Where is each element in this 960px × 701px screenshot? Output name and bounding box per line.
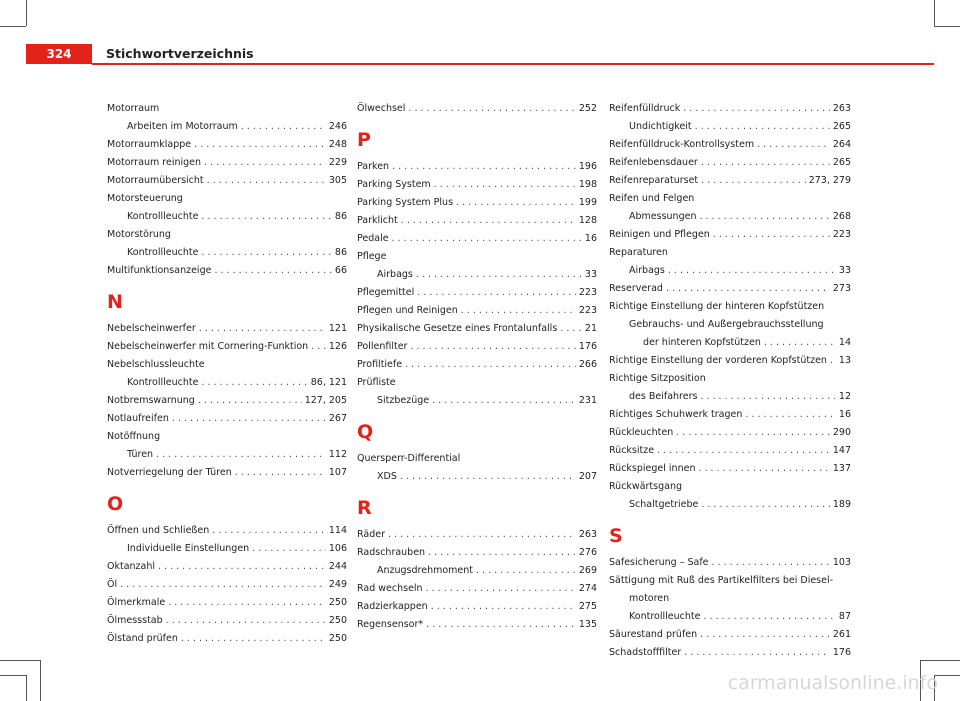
index-entry bbox=[357, 616, 597, 634]
index-term: Safesicherung – Safe bbox=[609, 557, 709, 568]
index-term: Kontrollleuchte bbox=[127, 211, 199, 222]
dot-leader bbox=[700, 388, 835, 406]
page-reference: 198 bbox=[578, 179, 597, 190]
index-heading: Motorraum bbox=[107, 103, 160, 114]
index-heading: Motorsteuerung bbox=[107, 193, 183, 204]
index-term: Individuelle Einstellungen bbox=[127, 543, 250, 554]
page-reference: 266 bbox=[578, 359, 597, 370]
index-term: Rücksitze bbox=[609, 445, 655, 456]
index-entry bbox=[357, 212, 597, 230]
index-term: Räder bbox=[357, 529, 385, 540]
index-term: Rückleuchten bbox=[609, 427, 674, 438]
index-heading: Gebrauchs- und Außergebrauchsstellung bbox=[629, 319, 824, 330]
index-entry bbox=[609, 280, 851, 298]
index-entry bbox=[107, 630, 347, 648]
index-entry bbox=[357, 302, 597, 320]
index-term: Profiltiefe bbox=[357, 359, 403, 370]
dot-leader bbox=[676, 424, 830, 442]
page-reference: 223 bbox=[578, 287, 597, 298]
dot-leader bbox=[830, 352, 836, 370]
dot-leader bbox=[699, 208, 829, 226]
dot-leader bbox=[757, 136, 830, 154]
page-reference: 250 bbox=[328, 597, 347, 608]
index-entry bbox=[609, 644, 851, 662]
page-reference: 265 bbox=[832, 121, 851, 132]
index-entry bbox=[357, 392, 597, 410]
index-entry bbox=[357, 176, 597, 194]
index-entry bbox=[357, 544, 597, 562]
page-reference: 273 bbox=[832, 283, 851, 294]
dot-leader bbox=[764, 334, 836, 352]
dot-leader bbox=[426, 616, 576, 634]
index-entry bbox=[609, 226, 851, 244]
index-term: Notlaufreifen bbox=[107, 413, 169, 424]
index-heading: Reifen und Felgen bbox=[609, 193, 695, 204]
dot-leader bbox=[392, 158, 576, 176]
index-entry bbox=[107, 262, 347, 280]
dot-leader bbox=[426, 580, 576, 598]
index-term: Sitzbezüge bbox=[377, 395, 430, 406]
page-reference: 250 bbox=[328, 615, 347, 626]
dot-leader bbox=[388, 526, 576, 544]
index-entry bbox=[357, 100, 597, 118]
index-term: Rad wechseln bbox=[357, 583, 423, 594]
index-entry bbox=[107, 612, 347, 630]
page-reference: 12 bbox=[838, 391, 851, 402]
dot-leader bbox=[695, 118, 830, 136]
dot-leader bbox=[712, 554, 830, 572]
dot-leader bbox=[207, 172, 326, 190]
dot-leader bbox=[703, 608, 835, 626]
page-reference: 33 bbox=[584, 269, 597, 280]
dot-leader bbox=[657, 442, 830, 460]
index-term: Pedale bbox=[357, 233, 389, 244]
index-entry bbox=[357, 526, 597, 544]
page-reference: 231 bbox=[578, 395, 597, 406]
index-term: Rückspiegel innen bbox=[609, 463, 696, 474]
index-entry bbox=[609, 208, 851, 226]
index-term: Motorraum reinigen bbox=[107, 157, 202, 168]
index-term: Kontrollleuchte bbox=[127, 377, 199, 388]
dot-leader bbox=[235, 464, 326, 482]
page-reference: 263 bbox=[832, 103, 851, 114]
index-entry bbox=[609, 554, 851, 572]
index-entry bbox=[357, 338, 597, 356]
index-term: Türen bbox=[127, 449, 154, 460]
index-entry bbox=[107, 172, 347, 190]
index-entry bbox=[357, 356, 597, 374]
page-reference: 176 bbox=[578, 341, 597, 352]
index-term: Reserverad bbox=[609, 283, 663, 294]
index-term: Kontrollleuchte bbox=[127, 247, 199, 258]
dot-leader bbox=[158, 558, 326, 576]
index-column-1 bbox=[107, 100, 347, 648]
index-entry bbox=[107, 154, 347, 172]
dot-leader bbox=[214, 262, 331, 280]
index-entry bbox=[107, 410, 347, 428]
dot-leader bbox=[416, 266, 582, 284]
index-entry bbox=[357, 284, 597, 302]
page-reference: 107 bbox=[328, 467, 347, 478]
index-term: Richtiges Schuhwerk tragen bbox=[609, 409, 743, 420]
index-term: Parklicht bbox=[357, 215, 398, 226]
page-reference: 86 bbox=[334, 211, 347, 222]
index-entry bbox=[107, 558, 347, 576]
index-term: Pflegemittel bbox=[357, 287, 415, 298]
dot-leader bbox=[166, 612, 326, 630]
index-entry bbox=[357, 580, 597, 598]
index-term: Notbremswarnung bbox=[107, 395, 195, 406]
index-entry bbox=[609, 424, 851, 442]
dot-leader bbox=[212, 522, 326, 540]
index-term: Airbags bbox=[629, 265, 665, 276]
page-reference: 263 bbox=[578, 529, 597, 540]
page-reference: 128 bbox=[578, 215, 597, 226]
page-reference: 87 bbox=[838, 611, 851, 622]
index-entry bbox=[609, 388, 851, 406]
index-heading: Reparaturen bbox=[609, 247, 668, 258]
page-reference: 13 bbox=[838, 355, 851, 366]
index-entry bbox=[357, 230, 597, 248]
index-entry bbox=[357, 562, 597, 580]
page-reference: 176 bbox=[832, 647, 851, 658]
index-entry bbox=[107, 594, 347, 612]
index-term: Oktanzahl bbox=[107, 561, 156, 572]
index-term: Arbeiten im Motorraum bbox=[127, 121, 238, 132]
page-reference: 33 bbox=[838, 265, 851, 276]
page-reference: 305 bbox=[328, 175, 347, 186]
page-reference: 249 bbox=[328, 579, 347, 590]
index-entry bbox=[609, 442, 851, 460]
page-reference: 252 bbox=[578, 103, 597, 114]
dot-leader bbox=[428, 544, 576, 562]
index-entry bbox=[609, 460, 851, 478]
index-entry bbox=[357, 194, 597, 212]
dot-leader bbox=[560, 320, 582, 338]
page-reference: 106 bbox=[328, 543, 347, 554]
dot-leader bbox=[666, 280, 830, 298]
page-reference: 86 bbox=[334, 247, 347, 258]
page-reference: 121 bbox=[328, 323, 347, 334]
dot-leader bbox=[156, 446, 326, 464]
dot-leader bbox=[204, 154, 326, 172]
index-term: Ölmessstab bbox=[107, 615, 163, 626]
index-entry bbox=[357, 266, 597, 284]
dot-leader bbox=[431, 598, 576, 616]
index-entry bbox=[357, 598, 597, 616]
dot-leader bbox=[405, 356, 576, 374]
index-term: Öl bbox=[107, 579, 118, 590]
page-reference: 261 bbox=[832, 629, 851, 640]
dot-leader bbox=[194, 136, 326, 154]
index-term: XDS bbox=[377, 471, 397, 482]
page-reference: 223 bbox=[832, 229, 851, 240]
index-term: Parking System bbox=[357, 179, 431, 190]
index-entry bbox=[609, 334, 851, 352]
index-term: Ölstand prüfen bbox=[107, 633, 178, 644]
index-heading: Nebelschlussleuchte bbox=[107, 359, 205, 370]
index-term: Nebelscheinwerfer bbox=[107, 323, 196, 334]
index-heading: Motorstörung bbox=[107, 229, 171, 240]
page-reference: 199 bbox=[578, 197, 597, 208]
page-reference: 16 bbox=[584, 233, 597, 244]
index-term: Ölmerkmale bbox=[107, 597, 166, 608]
index-term: Radschrauben bbox=[357, 547, 426, 558]
dot-leader bbox=[745, 406, 836, 424]
index-entry bbox=[107, 576, 347, 594]
index-term: Richtige Einstellung der vorderen Kopfstützen bbox=[609, 355, 827, 366]
dot-leader bbox=[181, 630, 326, 648]
dot-leader bbox=[668, 262, 836, 280]
dot-leader bbox=[120, 576, 326, 594]
index-term: Notverriegelung der Türen bbox=[107, 467, 232, 478]
index-column-3 bbox=[609, 100, 851, 662]
index-entry bbox=[609, 406, 851, 424]
index-term: Airbags bbox=[377, 269, 413, 280]
dot-leader bbox=[201, 244, 331, 262]
page-reference: 16 bbox=[838, 409, 851, 420]
index-term: Abmessungen bbox=[629, 211, 697, 222]
page-title: Stichwortverzeichnis bbox=[106, 46, 254, 61]
index-entry bbox=[107, 540, 347, 558]
page-reference: 21 bbox=[584, 323, 597, 334]
page-number: 324 bbox=[26, 44, 92, 64]
index-entry bbox=[609, 352, 851, 370]
index-term: Motorraumübersicht bbox=[107, 175, 204, 186]
section-letter: P bbox=[357, 129, 371, 151]
page-reference: 246 bbox=[328, 121, 347, 132]
page-reference: 103 bbox=[832, 557, 851, 568]
page-reference: 273, 279 bbox=[808, 175, 851, 186]
section-letter: N bbox=[107, 291, 123, 313]
index-entry bbox=[107, 320, 347, 338]
dot-leader bbox=[684, 644, 830, 662]
dot-leader bbox=[252, 540, 326, 558]
index-heading: Quersperr-Differential bbox=[357, 453, 461, 464]
index-entry bbox=[609, 626, 851, 644]
page-reference: 265 bbox=[832, 157, 851, 168]
index-entry bbox=[609, 172, 851, 190]
index-term: Reifenfülldruck bbox=[609, 103, 681, 114]
index-entry bbox=[357, 320, 597, 338]
page-reference: 135 bbox=[578, 619, 597, 630]
dot-leader bbox=[199, 320, 326, 338]
index-term: Motorraumklappe bbox=[107, 139, 192, 150]
dot-leader bbox=[241, 118, 326, 136]
index-heading: motoren bbox=[629, 593, 670, 604]
dot-leader bbox=[701, 496, 830, 514]
section-letter: S bbox=[609, 525, 623, 547]
page-reference: 127, 205 bbox=[304, 395, 347, 406]
index-term: Reifenreparaturset bbox=[609, 175, 699, 186]
page-reference: 137 bbox=[832, 463, 851, 474]
page-reference: 126 bbox=[328, 341, 347, 352]
index-entry bbox=[107, 446, 347, 464]
dot-leader bbox=[461, 302, 576, 320]
index-term: Parken bbox=[357, 161, 390, 172]
page-reference: 267 bbox=[328, 413, 347, 424]
index-entry bbox=[107, 464, 347, 482]
page-reference: 189 bbox=[832, 499, 851, 510]
section-letter: O bbox=[107, 493, 124, 515]
dot-leader bbox=[198, 392, 302, 410]
index-term: Multifunktionsanzeige bbox=[107, 265, 212, 276]
dot-leader bbox=[698, 460, 829, 478]
dot-leader bbox=[392, 230, 582, 248]
dot-leader bbox=[417, 284, 576, 302]
index-term: Reinigen und Pflegen bbox=[609, 229, 710, 240]
page-reference: 196 bbox=[578, 161, 597, 172]
index-entry bbox=[107, 136, 347, 154]
watermark: carmanualsonline.info bbox=[727, 672, 938, 694]
dot-leader bbox=[201, 208, 331, 226]
dot-leader bbox=[434, 176, 576, 194]
page-reference: 66 bbox=[334, 265, 347, 276]
index-entry bbox=[609, 136, 851, 154]
index-entry bbox=[107, 118, 347, 136]
index-term: Pflegen und Reinigen bbox=[357, 305, 458, 316]
dot-leader bbox=[311, 338, 326, 356]
index-term: Radzierkappen bbox=[357, 601, 428, 612]
dot-leader bbox=[713, 226, 830, 244]
page-reference: 244 bbox=[328, 561, 347, 572]
index-term: Pollenfilter bbox=[357, 341, 408, 352]
dot-leader bbox=[201, 374, 307, 392]
index-entry bbox=[107, 208, 347, 226]
index-entry bbox=[107, 392, 347, 410]
index-entry bbox=[609, 262, 851, 280]
page-reference: 290 bbox=[832, 427, 851, 438]
index-entry bbox=[609, 496, 851, 514]
index-entry bbox=[609, 154, 851, 172]
page-reference: 112 bbox=[328, 449, 347, 460]
index-entry bbox=[609, 100, 851, 118]
index-term: Undichtigkeit bbox=[629, 121, 692, 132]
index-term: des Beifahrers bbox=[629, 391, 698, 402]
index-term: Schadstofffilter bbox=[609, 647, 682, 658]
page-reference: 274 bbox=[578, 583, 597, 594]
index-term: Ölwechsel bbox=[357, 103, 406, 114]
index-term: Parking System Plus bbox=[357, 197, 454, 208]
page-reference: 147 bbox=[832, 445, 851, 456]
index-heading: Prüfliste bbox=[357, 377, 396, 388]
dot-leader bbox=[408, 100, 575, 118]
index-term: Reifenfülldruck-Kontrollsystem bbox=[609, 139, 755, 150]
section-letter: Q bbox=[357, 421, 374, 443]
dot-leader bbox=[701, 154, 830, 172]
index-entry bbox=[357, 468, 597, 486]
header-rule bbox=[92, 63, 934, 65]
index-heading: Sättigung mit Ruß des Partikelfilters bei Diesel- bbox=[609, 575, 834, 586]
page-reference: 229 bbox=[328, 157, 347, 168]
index-entry bbox=[107, 374, 347, 392]
index-term: Nebelscheinwerfer mit Cornering-Funktion bbox=[107, 341, 309, 352]
index-heading: Richtige Einstellung der hinteren Kopfstützen bbox=[609, 301, 825, 312]
dot-leader bbox=[701, 172, 806, 190]
index-entry bbox=[609, 608, 851, 626]
dot-leader bbox=[400, 468, 576, 486]
index-column-2 bbox=[357, 100, 597, 634]
page-reference: 114 bbox=[328, 525, 347, 536]
dot-leader bbox=[683, 100, 830, 118]
page-reference: 275 bbox=[578, 601, 597, 612]
dot-leader bbox=[168, 594, 326, 612]
index-heading: Pflege bbox=[357, 251, 387, 262]
index-entry bbox=[107, 522, 347, 540]
page-reference: 248 bbox=[328, 139, 347, 150]
dot-leader bbox=[401, 212, 576, 230]
section-letter: R bbox=[357, 497, 372, 519]
page-reference: 276 bbox=[578, 547, 597, 558]
index-term: Physikalische Gesetze eines Frontalunfalls bbox=[357, 323, 558, 334]
index-term: Öffnen und Schließen bbox=[107, 525, 210, 536]
index-term: Reifenlebensdauer bbox=[609, 157, 698, 168]
index-term: Regensensor* bbox=[357, 619, 424, 630]
index-heading: Richtige Sitzposition bbox=[609, 373, 706, 384]
dot-leader bbox=[172, 410, 326, 428]
index-entry bbox=[357, 158, 597, 176]
dot-leader bbox=[432, 392, 576, 410]
page-reference: 268 bbox=[832, 211, 851, 222]
page-reference: 250 bbox=[328, 633, 347, 644]
index-entry bbox=[107, 244, 347, 262]
index-heading: Rückwärtsgang bbox=[609, 481, 682, 492]
index-term: Anzugsdrehmoment bbox=[377, 565, 474, 576]
page-reference: 223 bbox=[578, 305, 597, 316]
index-term: Schaltgetriebe bbox=[629, 499, 699, 510]
index-entry bbox=[107, 338, 347, 356]
page-reference: 207 bbox=[578, 471, 597, 482]
index-term: Kontrollleuchte bbox=[629, 611, 701, 622]
dot-leader bbox=[700, 626, 830, 644]
page-reference: 269 bbox=[578, 565, 597, 576]
page-reference: 264 bbox=[832, 139, 851, 150]
page-reference: 14 bbox=[838, 337, 851, 348]
index-term: Säurestand prüfen bbox=[609, 629, 698, 640]
index-heading: Notöffnung bbox=[107, 431, 161, 442]
dot-leader bbox=[410, 338, 575, 356]
page-reference: 86, 121 bbox=[310, 377, 347, 388]
dot-leader bbox=[456, 194, 576, 212]
dot-leader bbox=[476, 562, 576, 580]
index-entry bbox=[609, 118, 851, 136]
index-term: der hinteren Kopfstützen bbox=[643, 337, 761, 348]
